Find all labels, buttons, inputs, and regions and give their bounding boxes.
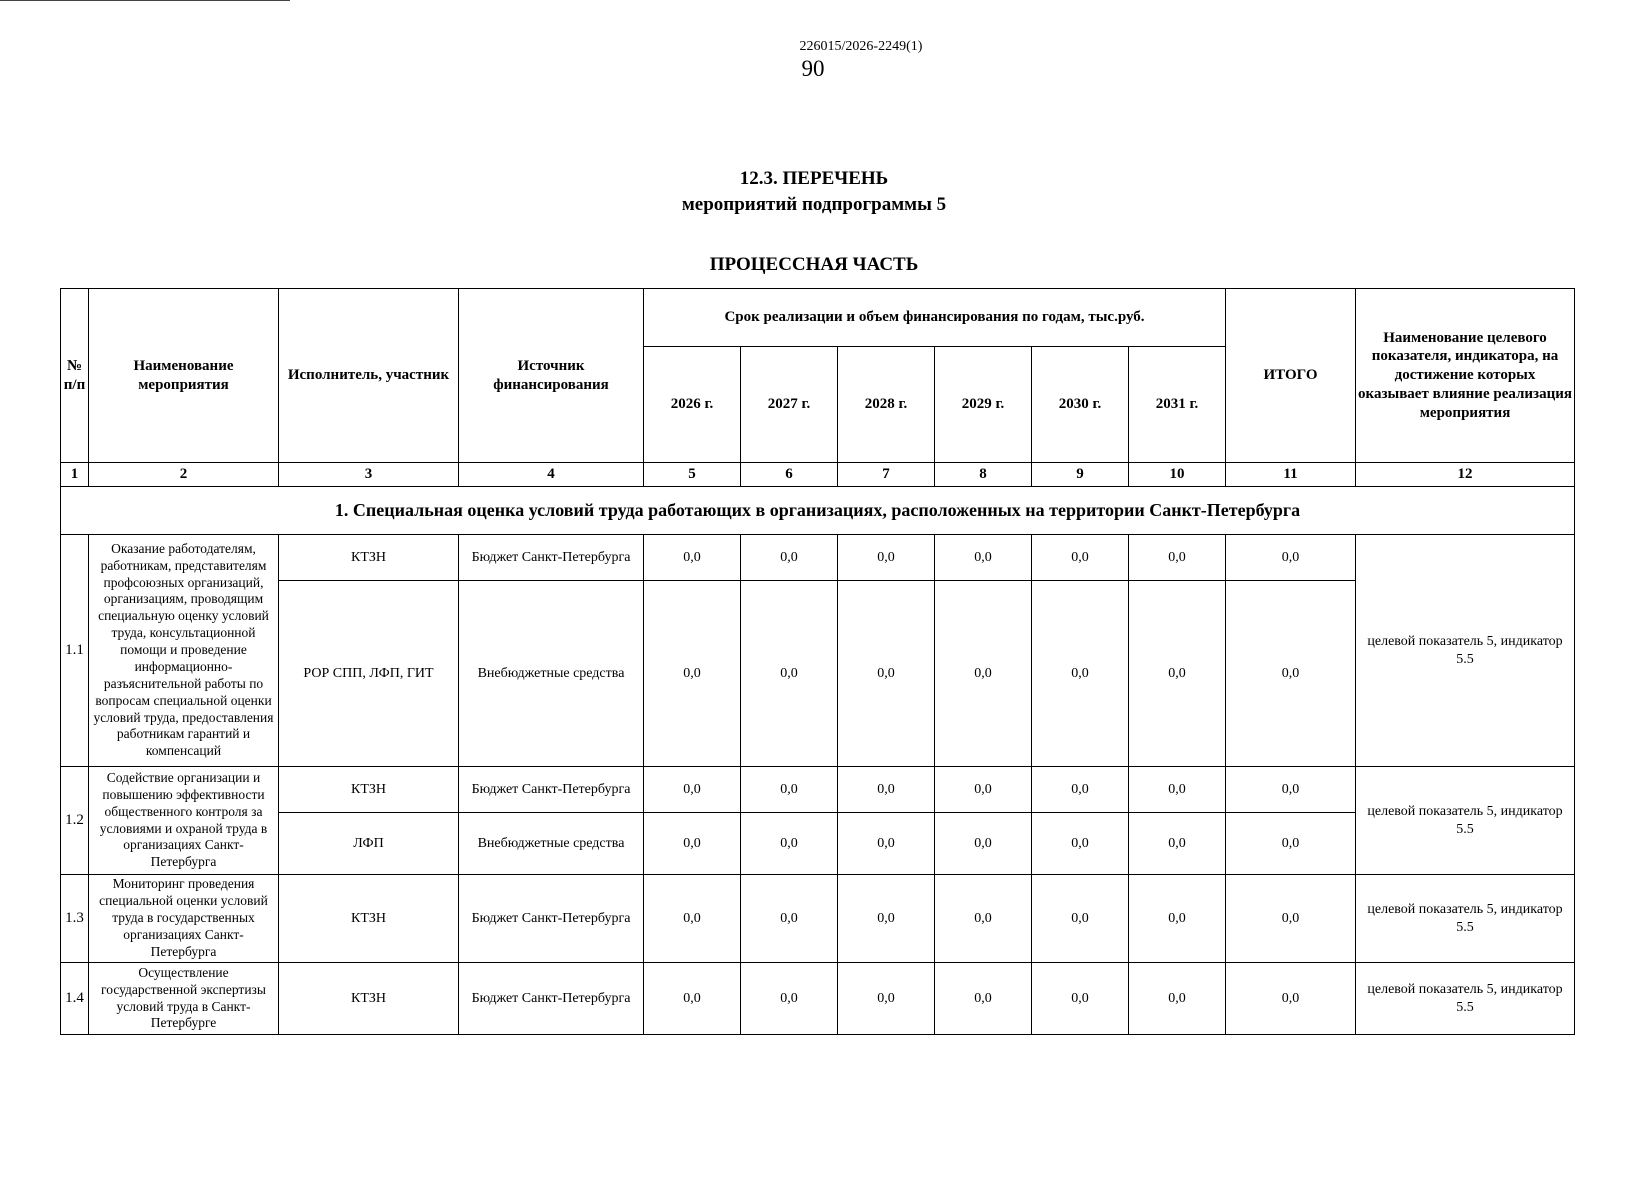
- column-number: 2: [89, 463, 279, 487]
- value-cell: 0,0: [1032, 963, 1129, 1035]
- executor-cell: ЛФП: [279, 813, 459, 875]
- value-cell: 0,0: [838, 767, 935, 813]
- column-number: 11: [1226, 463, 1356, 487]
- executor-cell: КТЗН: [279, 963, 459, 1035]
- value-cell: 0,0: [644, 535, 741, 581]
- value-cell: 0,0: [741, 813, 838, 875]
- document-title: 12.3. ПЕРЕЧЕНЬ: [739, 168, 889, 189]
- table-row: [61, 963, 1575, 1035]
- value-cell: 0,0: [1129, 767, 1226, 813]
- value-cell: 0,0: [644, 813, 741, 875]
- total-cell: 0,0: [1226, 535, 1356, 581]
- value-cell: 0,0: [644, 581, 741, 767]
- header-year: 2031 г.: [1129, 347, 1226, 463]
- value-cell: 0,0: [741, 875, 838, 963]
- column-number-row: [61, 463, 1575, 487]
- value-cell: 0,0: [741, 535, 838, 581]
- measure-name: Мониторинг проведения специальной оценки условий труда в государственных организациях Санкт-Петербурга: [89, 875, 279, 963]
- column-number: 9: [1032, 463, 1129, 487]
- column-number: 7: [838, 463, 935, 487]
- source-cell: Бюджет Санкт-Петербурга: [459, 963, 644, 1035]
- measures-table: [60, 288, 1575, 1035]
- measure-number: 1.2: [61, 767, 89, 875]
- header-source: Источник финансирования: [459, 289, 644, 463]
- section-title: 1. Специальная оценка условий труда работающих в организациях, расположенных на территории Санкт-Петербурга: [61, 487, 1575, 535]
- value-cell: 0,0: [838, 581, 935, 767]
- executor-cell: КТЗН: [279, 767, 459, 813]
- value-cell: 0,0: [838, 875, 935, 963]
- column-number: 8: [935, 463, 1032, 487]
- header-year: 2030 г.: [1032, 347, 1129, 463]
- part-heading: ПРОЦЕССНАЯ ЧАСТЬ: [709, 254, 919, 275]
- header-executor: Исполнитель, участник: [279, 289, 459, 463]
- value-cell: 0,0: [935, 767, 1032, 813]
- header-num: № п/п: [61, 289, 89, 463]
- source-cell: Бюджет Санкт-Петербурга: [459, 535, 644, 581]
- source-cell: Внебюджетные средства: [459, 813, 644, 875]
- source-cell: Внебюджетные средства: [459, 581, 644, 767]
- document-subtitle: мероприятий подпрограммы 5: [681, 194, 947, 215]
- value-cell: 0,0: [644, 767, 741, 813]
- measure-name: Осуществление государственной экспертизы условий труда в Санкт-Петербурге: [89, 963, 279, 1035]
- header-indicator: Наименование целевого показателя, индикатора, на достижение которых оказывает влияние реализация мероприятия: [1356, 289, 1575, 463]
- measure-number: 1.4: [61, 963, 89, 1035]
- scan-edge-line: [0, 0, 290, 1]
- column-number: 1: [61, 463, 89, 487]
- executor-cell: КТЗН: [279, 875, 459, 963]
- table-row: [61, 581, 1575, 767]
- column-number: 12: [1356, 463, 1575, 487]
- total-cell: 0,0: [1226, 813, 1356, 875]
- value-cell: 0,0: [935, 875, 1032, 963]
- header-period: Срок реализации и объем финансирования по годам, тыс.руб.: [644, 289, 1226, 347]
- header-year: 2029 г.: [935, 347, 1032, 463]
- measure-number: 1.3: [61, 875, 89, 963]
- indicator-cell: целевой показатель 5, индикатор 5.5: [1356, 767, 1575, 875]
- measure-name: Оказание работодателям, работникам, представителям профсоюзных организаций, организациям, проводящим специальную оценку условий труда, консультационной помощи и проведение информационно-разъяснительной работы по вопросам специальной оценки условий труда, предоставления работникам гарантий и компенсаций: [89, 535, 279, 767]
- value-cell: 0,0: [1129, 963, 1226, 1035]
- table-row: [61, 813, 1575, 875]
- source-cell: Бюджет Санкт-Петербурга: [459, 767, 644, 813]
- value-cell: 0,0: [935, 535, 1032, 581]
- indicator-cell: целевой показатель 5, индикатор 5.5: [1356, 535, 1575, 767]
- value-cell: 0,0: [935, 813, 1032, 875]
- header-total: ИТОГО: [1226, 289, 1356, 463]
- value-cell: 0,0: [838, 535, 935, 581]
- value-cell: 0,0: [838, 813, 935, 875]
- header-year: 2027 г.: [741, 347, 838, 463]
- value-cell: 0,0: [644, 963, 741, 1035]
- header-year: 2028 г.: [838, 347, 935, 463]
- header-year: 2026 г.: [644, 347, 741, 463]
- value-cell: 0,0: [1032, 813, 1129, 875]
- value-cell: 0,0: [1129, 875, 1226, 963]
- value-cell: 0,0: [741, 767, 838, 813]
- value-cell: 0,0: [644, 875, 741, 963]
- value-cell: 0,0: [1032, 767, 1129, 813]
- value-cell: 0,0: [741, 581, 838, 767]
- header-name: Наименование мероприятия: [89, 289, 279, 463]
- document-registration-number: 226015/2026-2249(1): [799, 39, 923, 54]
- measure-number: 1.1: [61, 535, 89, 767]
- column-number: 4: [459, 463, 644, 487]
- value-cell: 0,0: [1032, 535, 1129, 581]
- page-number: 90: [801, 56, 825, 81]
- indicator-cell: целевой показатель 5, индикатор 5.5: [1356, 875, 1575, 963]
- executor-cell: КТЗН: [279, 535, 459, 581]
- table-row: [61, 535, 1575, 581]
- value-cell: 0,0: [1129, 581, 1226, 767]
- value-cell: 0,0: [741, 963, 838, 1035]
- total-cell: 0,0: [1226, 767, 1356, 813]
- column-number: 5: [644, 463, 741, 487]
- source-cell: Бюджет Санкт-Петербурга: [459, 875, 644, 963]
- value-cell: 0,0: [1032, 581, 1129, 767]
- total-cell: 0,0: [1226, 875, 1356, 963]
- value-cell: 0,0: [935, 963, 1032, 1035]
- table-header: [61, 289, 1575, 487]
- value-cell: 0,0: [838, 963, 935, 1035]
- total-cell: 0,0: [1226, 963, 1356, 1035]
- column-number: 6: [741, 463, 838, 487]
- table-row: [61, 875, 1575, 963]
- total-cell: 0,0: [1226, 581, 1356, 767]
- measure-name: Содействие организации и повышению эффективности общественного контроля за условиями и охраной труда в организациях Санкт-Петербурга: [89, 767, 279, 875]
- value-cell: 0,0: [1129, 813, 1226, 875]
- value-cell: 0,0: [1032, 875, 1129, 963]
- executor-cell: РОР СПП, ЛФП, ГИТ: [279, 581, 459, 767]
- column-number: 3: [279, 463, 459, 487]
- table-body: [61, 487, 1575, 1035]
- table-row: [61, 767, 1575, 813]
- column-number: 10: [1129, 463, 1226, 487]
- indicator-cell: целевой показатель 5, индикатор 5.5: [1356, 963, 1575, 1035]
- value-cell: 0,0: [1129, 535, 1226, 581]
- value-cell: 0,0: [935, 581, 1032, 767]
